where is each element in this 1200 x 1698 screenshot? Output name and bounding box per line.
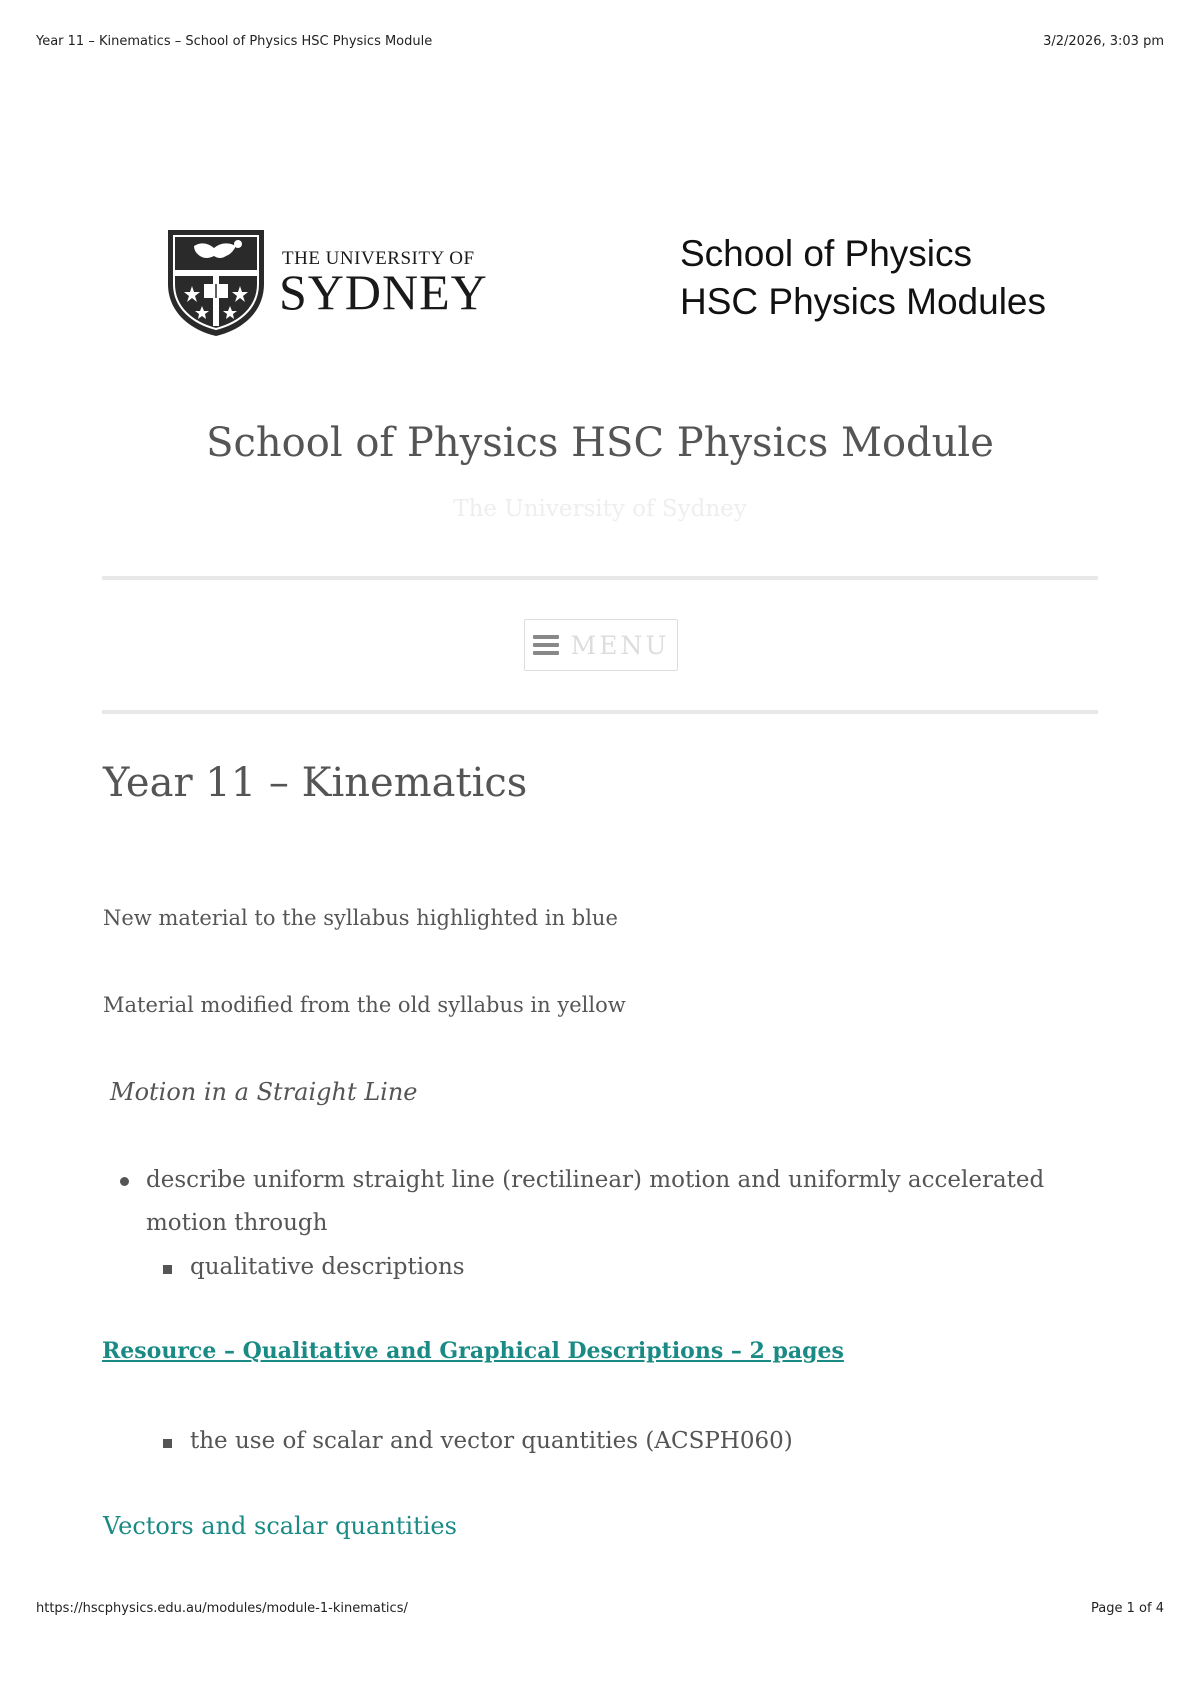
bullet-square	[163, 1265, 172, 1274]
note-new-material: New material to the syllabus highlighted in blue	[103, 906, 618, 930]
print-header-title: Year 11 – Kinematics – School of Physics HSC Physics Module	[36, 34, 433, 49]
nav-divider-bottom	[102, 710, 1098, 714]
page-title: Year 11 – Kinematics	[103, 760, 528, 806]
print-header	[36, 34, 1164, 49]
menu-button[interactable]	[524, 619, 678, 671]
list-item: describe uniform straight line (rectilinear) motion and uniformly accelerated motion through	[146, 1167, 1045, 1236]
hamburger-icon	[533, 635, 559, 655]
print-footer-page: Page 1 of 4	[1091, 1601, 1164, 1616]
list-item: qualitative descriptions	[190, 1254, 465, 1280]
banner-line-1: School of Physics	[680, 233, 973, 274]
list-item: the use of scalar and vector quantities (ACSPH060)	[190, 1428, 793, 1454]
nav-divider-top	[102, 576, 1098, 580]
print-header-datetime: 3/2/2026, 3:03 pm	[1043, 34, 1164, 49]
banner-line-2: HSC Physics Modules	[680, 281, 1047, 322]
university-name-large: SYDNEY	[279, 264, 488, 320]
print-footer-url: https://hscphysics.edu.au/modules/module-1-kinematics/	[36, 1601, 408, 1616]
bullet-disc	[120, 1177, 129, 1186]
print-footer	[36, 1601, 1164, 1616]
university-crest-icon	[164, 226, 268, 338]
site-tagline: The University of Sydney	[453, 496, 747, 522]
note-modified-material: Material modified from the old syllabus in yellow	[103, 993, 626, 1017]
resource-link[interactable]: Resource – Qualitative and Graphical Descriptions – 2 pages	[102, 1338, 844, 1364]
site-banner[interactable]	[160, 222, 1080, 342]
site-title[interactable]: School of Physics HSC Physics Module	[206, 420, 994, 466]
vectors-link[interactable]: Vectors and scalar quantities	[103, 1512, 457, 1540]
bullet-square	[163, 1439, 172, 1448]
banner-school-title	[680, 230, 1046, 326]
section-heading: Motion in a Straight Line	[110, 1078, 418, 1106]
menu-label: MENU	[570, 630, 670, 660]
university-name-small: THE UNIVERSITY OF	[282, 248, 475, 269]
